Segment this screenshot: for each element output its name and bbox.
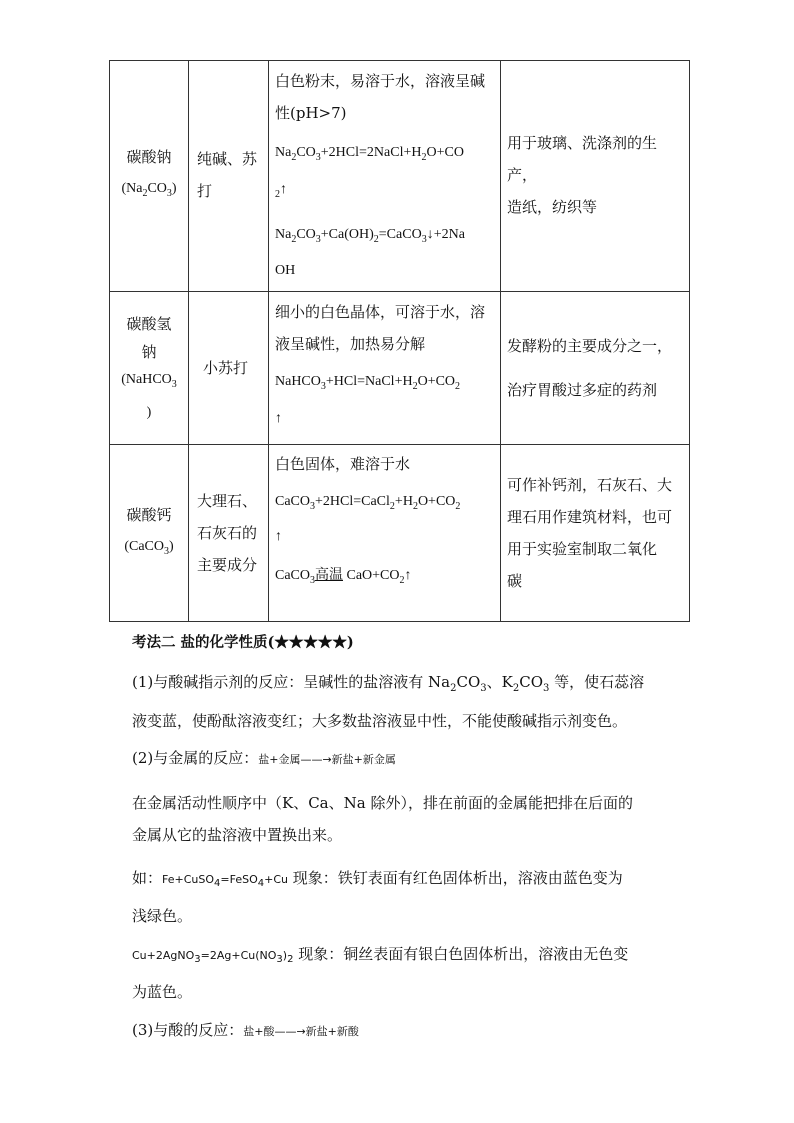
cell-alias: [189, 292, 269, 445]
alias-line: 主要成分: [197, 556, 258, 575]
alias-line: 打: [197, 182, 213, 200]
cell-name: [110, 292, 189, 445]
general-formula: 盐+金属——→新盐+新金属: [258, 753, 396, 766]
use-line: 用于实验室制取二氧化: [507, 540, 658, 559]
paragraph-label: (3)与酸的反应：: [132, 1021, 244, 1039]
cell-uses: [501, 292, 690, 445]
use-line: 碳: [507, 572, 523, 591]
paragraph-activity-series: [132, 787, 672, 851]
paragraph-line: (1)与酸碱指示剂的反应：呈碱性的盐溶液有 $Na_2CO_3$、$K_2CO_3$ 等，使石蕊溶: [132, 673, 645, 694]
salt-name: 钠: [141, 342, 157, 361]
example-label: 如：: [132, 869, 163, 887]
salt-name: 碳酸钠: [126, 147, 172, 166]
cell-properties: [269, 61, 501, 292]
phenomenon-text: 现象：铜丝表面有银白色固体析出，溶液由无色变: [293, 945, 629, 963]
paragraph-line: 浅绿色。: [132, 907, 193, 926]
cell-alias: [189, 445, 269, 622]
paragraph-line: [132, 938, 672, 976]
phenomenon-text: 现象：铁钉表面有红色固体析出，溶液由蓝色变为: [288, 869, 623, 887]
paragraph-line: 为蓝色。: [132, 983, 193, 1002]
equation: $Na_2CO_3+Ca(OH)_2=CaCO_3↓+2Na$: [275, 226, 465, 245]
salt-properties-table: [109, 60, 690, 622]
paragraph-example-copper: [132, 938, 672, 1008]
property-text: 性(pH>7): [275, 104, 347, 122]
use-line: 可作补钙剂，石灰石、大: [507, 476, 673, 495]
paragraph-indicator: [132, 666, 672, 737]
paragraph-label: (2)与金属的反应：: [132, 749, 259, 767]
paragraph-line: [132, 862, 672, 900]
cell-alias: [189, 61, 269, 292]
equation: $Cu+2AgNO_3=2Ag+Cu(NO_3)_2$: [132, 949, 294, 966]
use-line: 造纸，纺织等: [507, 198, 598, 216]
equation-cont: $_2$↑: [275, 181, 287, 200]
use-line: 理石用作建筑材料，也可: [507, 508, 673, 527]
cell-properties: [269, 445, 501, 622]
property-text: 细小的白色晶体，可溶于水，溶: [275, 303, 486, 322]
use-line: 发酵粉的主要成分之一，: [507, 337, 673, 356]
use-line: 用于玻璃、洗涤剂的生产，: [507, 134, 658, 184]
alias-line: 纯碱、苏: [197, 150, 258, 168]
equation: $Na_2CO_3+2HCl=2NaCl+H_2O+CO$: [275, 145, 464, 163]
section-title: 考法二 盐的化学性质(★★★★★): [132, 634, 354, 651]
cell-name: [110, 445, 189, 622]
equation-cont: ↑: [275, 529, 282, 545]
alias-line: 石灰石的: [197, 524, 258, 543]
alias-line: 大理石、: [197, 492, 258, 511]
paragraph-metal: [132, 742, 672, 776]
equation: Fe+CuSO$_4$=FeSO$_4$+Cu: [162, 873, 289, 890]
paragraph-example-iron: [132, 862, 672, 932]
equation: $CaCO_3+2HCl=CaCl_2+H_2O+CO_2$: [275, 494, 461, 513]
cell-uses: [501, 445, 690, 622]
table-row-calcium-carbonate: [110, 445, 690, 622]
paragraph-line: 液变蓝，使酚酞溶液变红；大多数盐溶液显中性，不能使酸碱指示剂变色。: [132, 712, 628, 730]
salt-formula: ): [146, 404, 152, 420]
paragraph-line: 在金属活动性顺序中（K、Ca、Na 除外），排在前面的金属能把排在后面的: [132, 794, 633, 812]
cell-name: [110, 61, 189, 292]
equation-cont: ↑: [275, 411, 282, 427]
property-text: 白色固体，难溶于水: [275, 455, 411, 474]
equation: $NaHCO_3+HCl=NaCl+H_2O+CO_2$: [275, 374, 461, 393]
equation: CaCO$_3$高温 $CaO+CO_2↑$: [275, 567, 412, 586]
salt-name: 碳酸氢: [126, 314, 172, 333]
alias-line: 小苏打: [203, 359, 249, 378]
table-row-sodium-bicarbonate: [110, 292, 690, 445]
salt-name: 碳酸钙: [126, 505, 172, 524]
salt-formula: (CaCO$_3$): [124, 538, 174, 557]
use-line: 治疗胃酸过多症的药剂: [507, 381, 658, 400]
property-text: 液呈碱性，加热易分解: [275, 335, 426, 354]
paragraph-line: 金属从它的盐溶液中置换出来。: [132, 826, 343, 844]
cell-uses: [501, 61, 690, 292]
salt-formula: $(Na_2CO_3)$: [121, 180, 177, 199]
salt-formula: (NaHCO$_3$: [121, 371, 177, 390]
property-text: 白色粉末，易溶于水，溶液呈碱: [275, 72, 486, 90]
cell-properties: [269, 292, 501, 445]
table-row-sodium-carbonate: [110, 61, 690, 292]
general-formula: 盐+酸——→新盐+新酸: [243, 1025, 359, 1038]
paragraph-acid: [132, 1014, 672, 1048]
equation-cont: OH: [275, 263, 296, 279]
